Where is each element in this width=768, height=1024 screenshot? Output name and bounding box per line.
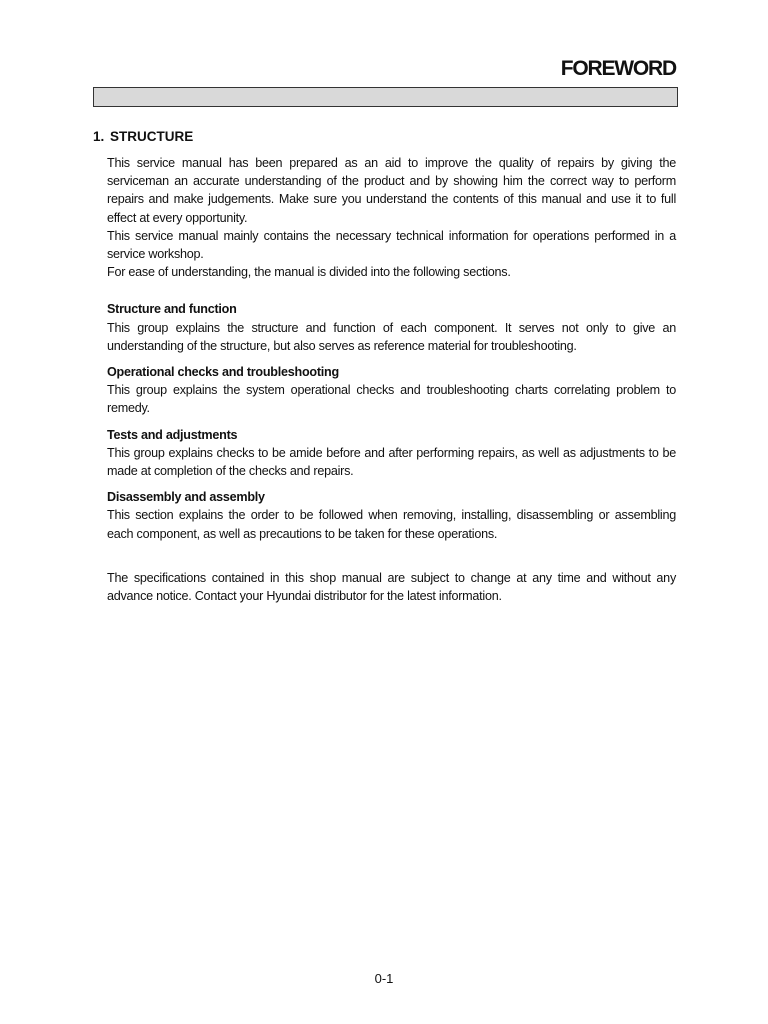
subsection-text-tests-and-adjustments: This group explains checks to be amide before and after performing repairs, as well as adjustments to be made at completion of the checks and repairs. xyxy=(107,445,676,479)
page-header-title: FOREWORD xyxy=(560,57,676,80)
section-number: 1. xyxy=(93,129,105,144)
subsection-heading-tests-and-adjustments: Tests and adjustments xyxy=(107,427,238,442)
spacer xyxy=(107,418,676,426)
intro-paragraph-1: This service manual has been prepared as an aid to improve the quality of repairs by giving the serviceman an accurate understanding of the product and by showing him the correct way to perform repairs and make judgements. Make sure you understand the contents of this manual and use it to full effect at every opportunity. xyxy=(107,156,676,225)
page-number: 0-1 xyxy=(374,971,394,986)
spacer xyxy=(107,281,676,300)
subsection-text-disassembly-and-assembly: This section explains the order to be followed when removing, installing, disassembling or assembling each component, as well as precautions to be taken for these operations. xyxy=(107,508,676,541)
subsection-heading-disassembly-and-assembly: Disassembly and assembly xyxy=(107,490,265,505)
header-bar xyxy=(93,87,678,107)
subsection-heading-structure-and-function: Structure and function xyxy=(107,302,237,317)
subsection-heading-operational-checks: Operational checks and troubleshooting xyxy=(107,365,339,380)
spacer xyxy=(107,480,676,488)
spacer xyxy=(107,543,676,569)
section-heading xyxy=(93,129,193,145)
intro-paragraph-3: For ease of understanding, the manual is divided into the following sections. xyxy=(107,265,511,280)
subsection-text-operational-checks: This group explains the system operational checks and troubleshooting charts correlating problem to remedy. xyxy=(107,383,676,416)
intro-paragraph-2: This service manual mainly contains the necessary technical information for operations performed in a service workshop. xyxy=(107,228,676,262)
section-content xyxy=(107,154,676,605)
spacer xyxy=(107,355,676,363)
section-title: STRUCTURE xyxy=(110,129,194,144)
specifications-notice: The specifications contained in this shop manual are subject to change at any time and without any advance notice. Contact your Hyundai distributor for the latest information. xyxy=(107,570,676,604)
subsection-text-structure-and-function: This group explains the structure and function of each component. It serves not only to give an understanding of the structure, but also serves as reference material for troubleshooting. xyxy=(107,320,676,353)
